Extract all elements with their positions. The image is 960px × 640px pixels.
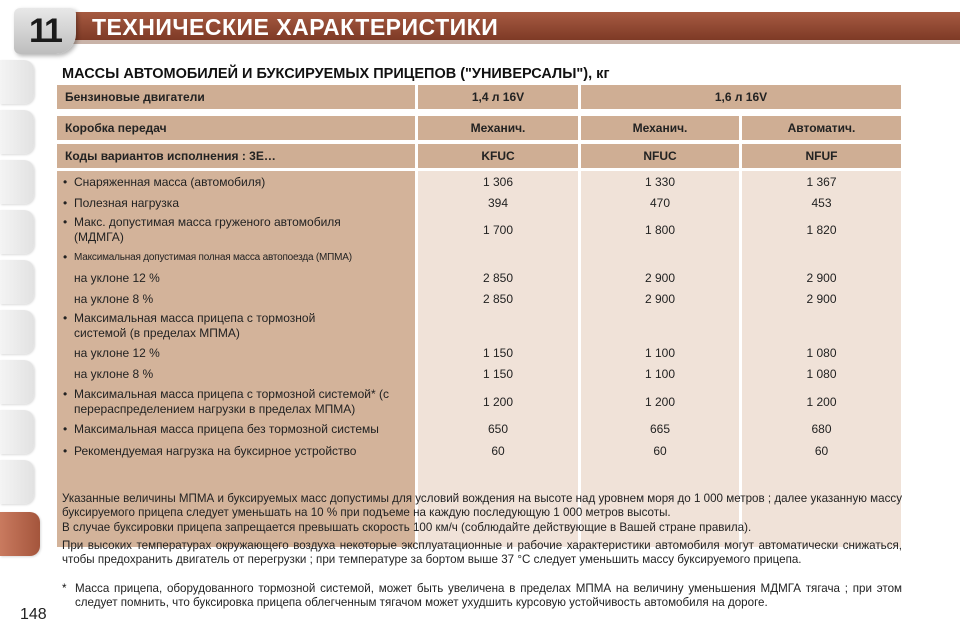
table-cell: 2 850 bbox=[482, 292, 514, 306]
row-label: Максимальная допустимая полная масса автопоезда (МПМА) bbox=[74, 252, 352, 263]
header-cell: KFUC bbox=[418, 144, 578, 168]
table-row bbox=[57, 387, 415, 417]
bullet: • bbox=[63, 444, 68, 458]
table-cell: 1 820 bbox=[806, 223, 837, 237]
header-label: Коды вариантов исполнения : 3E… bbox=[57, 144, 415, 168]
row-label: Снаряженная масса (автомобиля) bbox=[74, 175, 266, 189]
header-cell: Автоматич. bbox=[742, 116, 901, 140]
table-cell: 1 330 bbox=[644, 175, 676, 189]
header-cell: NFUC bbox=[581, 144, 739, 168]
header-cell: 1,4 л 16V bbox=[418, 85, 578, 109]
chapter-tab bbox=[0, 460, 34, 504]
page-header bbox=[0, 0, 960, 52]
table-cell: 1 100 bbox=[644, 367, 676, 381]
row-label: Максимальная масса прицепа с тормозной системой* (с перераспределением нагрузки в пределах МПМА) bbox=[74, 387, 389, 416]
footnote-mark: * bbox=[62, 582, 67, 595]
header-cell: Механич. bbox=[581, 116, 739, 140]
chapter-tab bbox=[0, 210, 34, 254]
row-label: Макс. допустимая масса груженого автомобиля (МДМГА) bbox=[74, 215, 341, 244]
chapter-tab bbox=[0, 110, 34, 154]
chapter-tab-strip bbox=[0, 0, 40, 640]
table-cell: 453 bbox=[811, 196, 832, 210]
bullet: • bbox=[63, 311, 68, 325]
header-cell: 1,6 л 16V bbox=[581, 85, 901, 109]
chapter-tab bbox=[0, 360, 34, 404]
header-cell: NFUF bbox=[742, 144, 901, 168]
row-label: Максимальная масса прицепа без тормозной системы bbox=[74, 422, 379, 436]
page-number: 148 bbox=[20, 606, 47, 623]
table-cell: 2 900 bbox=[806, 292, 837, 306]
table-cell: 1 150 bbox=[482, 346, 514, 360]
table-cell: 2 900 bbox=[644, 271, 676, 285]
table-cell: 2 900 bbox=[644, 292, 676, 306]
footnote-text: Масса прицепа, оборудованного тормозной системой, может быть увеличена в пределах МПМА на величину уменьшения МДМГА тягача ; при этом следует помнить, что буксировка прицепа облегченным тягачом может ухудшить курсовую устойчивость автомобиля на дороге. bbox=[75, 582, 902, 609]
row-label: на уклоне 12 % bbox=[74, 271, 160, 285]
table-cell: 60 bbox=[653, 444, 667, 458]
row-label: Полезная нагрузка bbox=[74, 196, 179, 210]
table-cell: 1 150 bbox=[482, 367, 514, 381]
table-cell: 2 900 bbox=[806, 271, 837, 285]
table-cell: 1 200 bbox=[806, 395, 837, 409]
note-temperature: При высоких температурах окружающего воздуха некоторые эксплуатационные и рабочие характеристики автомобиля могут автоматически снижаться, чтобы предохранить двигатель от перегрузки ; при температуре за бортом выше 37 °C следует уменьшить массу буксируемого прицепа. bbox=[62, 539, 902, 566]
chapter-tab bbox=[0, 160, 34, 204]
table-cell: 1 080 bbox=[806, 367, 837, 381]
table-header-engines bbox=[57, 85, 901, 109]
table-cell: 650 bbox=[487, 422, 509, 436]
bullet: • bbox=[63, 422, 68, 436]
table-cell: 1 100 bbox=[644, 346, 676, 360]
table-cell: 394 bbox=[487, 196, 509, 210]
chapter-tab-active bbox=[0, 512, 40, 556]
row-label: на уклоне 12 % bbox=[74, 346, 160, 360]
chapter-tab bbox=[0, 260, 34, 304]
table-cell: 1 800 bbox=[644, 223, 676, 237]
table-cell: 1 367 bbox=[806, 175, 837, 189]
row-label: на уклоне 8 % bbox=[74, 367, 154, 381]
row-label: Рекомендуемая нагрузка на буксирное устройство bbox=[74, 444, 357, 458]
table-cell: 665 bbox=[649, 422, 671, 436]
chapter-number: 11 bbox=[29, 11, 61, 50]
chapter-tab bbox=[0, 60, 34, 104]
table-cell: 60 bbox=[491, 444, 505, 458]
table-cell: 60 bbox=[814, 444, 829, 458]
table-cell: 680 bbox=[811, 422, 832, 436]
table-cell: 1 080 bbox=[806, 346, 837, 360]
chapter-tab bbox=[0, 410, 34, 454]
table-header-codes bbox=[57, 144, 901, 168]
header-label: Бензиновые двигатели bbox=[57, 85, 415, 109]
chapter-title: ТЕХНИЧЕСКИЕ ХАРАКТЕРИСТИКИ bbox=[92, 14, 499, 40]
table-header-gearbox bbox=[57, 116, 901, 140]
note-speed: В случае буксировки прицепа запрещается превышать скорость 100 км/ч (соблюдайте действующие в Вашей стране правила). bbox=[62, 521, 752, 534]
header-cell: Механич. bbox=[418, 116, 578, 140]
table-cell: 1 200 bbox=[482, 395, 514, 409]
note-altitude: Указанные величины МПМА и буксируемых масс допустимы для условий вождения на высоте над уровнем моря до 1 000 метров ; далее указанную массу буксируемого прицепа следует уменьшать на 10 % при подъеме на каждую последующую 1 000 метров высоты. bbox=[62, 492, 902, 519]
bullet: • bbox=[63, 250, 68, 264]
header-label: Коробка передач bbox=[57, 116, 415, 140]
row-label: на уклоне 8 % bbox=[74, 292, 154, 306]
chapter-badge bbox=[14, 8, 76, 54]
row-label: Максимальная масса прицепа с тормозной системой (в пределах МПМА) bbox=[74, 311, 316, 340]
table-cell: 1 200 bbox=[644, 395, 676, 409]
bullet: • bbox=[63, 215, 68, 229]
bullet: • bbox=[63, 175, 68, 189]
section-title: МАССЫ АВТОМОБИЛЕЙ И БУКСИРУЕМЫХ ПРИЦЕПОВ ("УНИВЕРСАЛЫ"), кг bbox=[62, 66, 610, 82]
table-cell: 1 700 bbox=[482, 223, 514, 237]
table-row bbox=[57, 215, 415, 245]
bullet: • bbox=[63, 196, 68, 210]
chapter-tab bbox=[0, 310, 34, 354]
bullet: • bbox=[63, 387, 68, 401]
table-cell: 2 850 bbox=[482, 271, 514, 285]
table-cell: 470 bbox=[649, 196, 671, 210]
table-cell: 1 306 bbox=[482, 175, 514, 189]
table-row bbox=[57, 311, 415, 341]
